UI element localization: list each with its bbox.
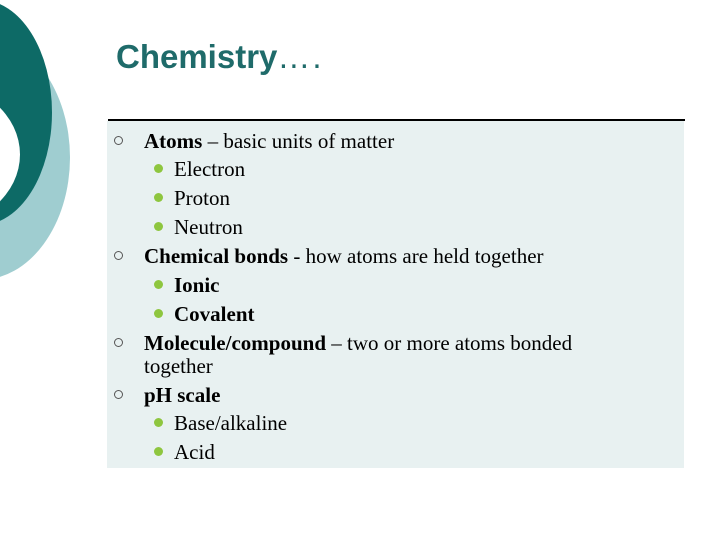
- sub-item-acid: Acid: [174, 440, 215, 464]
- slide-title: [116, 38, 324, 76]
- slide-title-ellipsis: ….: [277, 38, 324, 75]
- sub-bullet-icon: [154, 309, 163, 318]
- sub-item-ionic: Ionic: [174, 273, 220, 297]
- bullet-circle-icon: [114, 136, 123, 145]
- sub-bullet-icon: [154, 164, 163, 173]
- sub-bullet-icon: [154, 447, 163, 456]
- bullet-circle-icon: [114, 251, 123, 260]
- sub-item-neutron: Neutron: [174, 215, 243, 239]
- desc-molecule-continued: together: [144, 354, 213, 378]
- desc-atoms: – basic units of matter: [202, 129, 395, 153]
- bullet-item-atoms: [144, 130, 394, 152]
- slide-title-text: Chemistry: [116, 38, 278, 75]
- sub-bullet-icon: [154, 280, 163, 289]
- sub-item-proton: Proton: [174, 186, 231, 210]
- sub-bullet-icon: [154, 222, 163, 231]
- sub-item-electron: Electron: [174, 157, 246, 181]
- term-chemical-bonds: Chemical bonds: [144, 244, 289, 268]
- sub-item-base-alkaline: Base/alkaline: [174, 411, 288, 435]
- desc-chemical-bonds: - how atoms are held together: [288, 244, 544, 268]
- desc-molecule: – two or more atoms bonded: [326, 331, 573, 355]
- sub-bullet-icon: [154, 418, 163, 427]
- bullet-item-chemical-bonds: [144, 245, 544, 267]
- sub-bullet-icon: [154, 193, 163, 202]
- term-molecule: Molecule/compound: [144, 331, 326, 355]
- sub-item-covalent: Covalent: [174, 302, 255, 326]
- bullet-circle-icon: [114, 338, 123, 347]
- bullet-item-molecule: [144, 332, 572, 354]
- bullet-circle-icon: [114, 390, 123, 399]
- bullet-item-ph-scale: pH scale: [144, 383, 221, 407]
- term-atoms: Atoms: [144, 129, 203, 153]
